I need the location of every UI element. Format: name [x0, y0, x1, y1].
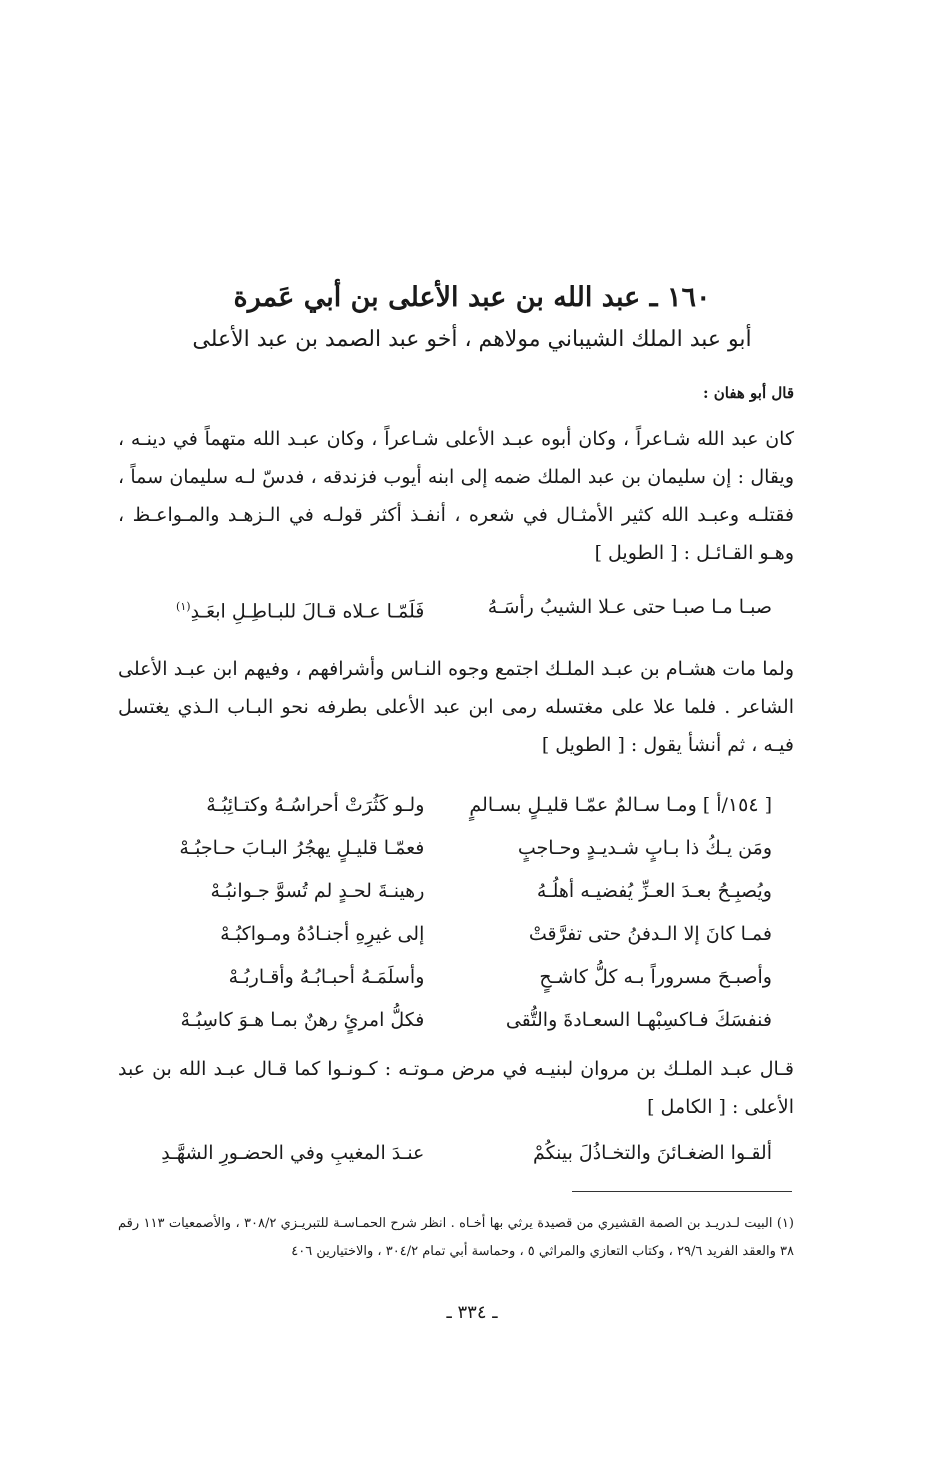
poem-line [140, 786, 772, 824]
footnote-1: (١) البيت لـدريـد بن الصمة القشيري من قصيدة يرثي بها أخـاه . انظر شرح الحمـاسـة للتبريـزي ٣٠٨/٢ ، والأصمعيات ١١٣ رقم ٣٨ والعقد الفريد ٢٩/٦ ، وكتاب التعازي والمراثي ٥ ، وحماسة أبي تمام ٣٠٤/٢ ، والاختيارين ٤٠٦ [118, 1216, 794, 1259]
page-number: ـ ٣٣٤ ـ [446, 1302, 498, 1323]
paragraph-2: ولما مات هشـام بن عبـد الملـك اجتمع وجوه النـاس وأشرافهم ، وفيهم ابن عبـد الأعلى الشاعر . فلما علا على مغتسله رمى ابن عبد الأعلى بطرفه نحو البـاب الـذي يغتسل فيـه ، ثم أنشأ يقول : [ الطويل ] [118, 658, 794, 756]
poem-line [140, 958, 772, 996]
source-label: قال أبو هفان : [702, 384, 794, 402]
verse-single [140, 588, 772, 626]
poem-hemistich-1: فمـا كانَ إلا الـدفنُ حتى تفرَّقتْ [528, 923, 772, 945]
poem-hemistich-1: وأصبـحَ مسروراً بـه كلُّ كاشـحٍ [539, 966, 772, 988]
paragraph-1: كان عبد الله شـاعراً ، وكان أبوه عبـد الأعلى شـاعراً ، وكان عبـد الله متهماً في دينـه ، ويقال : إن سليمان بن عبد الملك ضمه إلى ابنه أيوب فزندقه ، فدسّ لـه سليمان سماً ، فقتلـه وعبـد الله كثير الأمثـال في شعره ، أنفـذ أكثر قولـه في الـزهـد والمـواعـظ ، وهـو القـائـل : [ الطويل ] [118, 428, 794, 564]
poem-hemistich-1: ومَن يـكُ ذا بـابٍ شـديـدٍ وحـاجبٍ [517, 837, 772, 859]
poem-hemistich-2: فعمّـا قليـلٍ يهجُرُ البـابَ حـاجبُـهْ [179, 837, 425, 859]
poem-hemistich-2: ولـو كَثُرَتْ أحراسُـهُ وكتـائِبُـهْ [206, 794, 425, 816]
poem-hemistich-2: إلى غيرِهِ أجنـادُهُ ومـواكبُـهْ [220, 923, 425, 945]
verse-hemistich-1: صبـا مـا صبـا حتى عـلا الشيبُ رأسَـهُ [487, 596, 772, 618]
verse-hemistich-2: فَلَمّـا عـلاه قـالَ للبـاطِـلِ ابعَـدِ$^{(١)}$ [176, 600, 425, 623]
poem-hemistich-2: وأسلَمَـهُ أحبـابُـهُ وأقـاربُـهْ [228, 966, 425, 988]
entry-subtitle: أبو عبد الملك الشيباني مولاهم ، أخو عبد الصمد بن عبد الأعلى [192, 327, 752, 352]
footnotes [118, 1210, 794, 1266]
poem-hemistich-1: فنفسَكَ فـاكسِبْهـا السعـادةَ والتُّقى [505, 1009, 772, 1031]
poem-hemistich-2: رهينـةَ لحـدٍ لم تُسوَّ جـوانبُـهْ [210, 880, 425, 902]
verse-hemistich-1: ألقـوا الضغـائنَ والتخـاذُلَ بينكُمْ [532, 1142, 772, 1164]
poem-line [140, 829, 772, 867]
verse-last [140, 1134, 772, 1172]
poem-line [140, 915, 772, 953]
footnote-ref: (١) [176, 600, 191, 613]
verse-hemistich-2: عنـدَ المغيبِ وفي الحضـورِ الشهَّـدِ [161, 1142, 425, 1164]
poem-line [140, 872, 772, 910]
paragraph-3: قـال عبـد الملـك بن مروان لبنيـه في مرض مـوتـه : كـونـوا كما قـال عبـد الله بن عبد الأعلى : [ الكامل ] [118, 1058, 794, 1118]
poem-hemistich-1: ويُصبِـحُ بعـدَ العـزِّ يُفضيـه أهلُـهُ [536, 880, 772, 902]
entry-title: ١٦٠ ـ عبد الله بن عبد الأعلى بن أبي عَمرة [233, 282, 711, 313]
poem-hemistich-1: [ ١٥٤/أ ] ومـا سـالمٌ عمّـا قليـلٍ بسـالمٍ [469, 794, 772, 816]
poem-hemistich-2: فكلُّ امرئٍ رهنٌ بمـا هـوَ كاسِبُـهْ [180, 1009, 425, 1031]
footnote-divider [572, 1191, 792, 1192]
poem-line [140, 1001, 772, 1039]
